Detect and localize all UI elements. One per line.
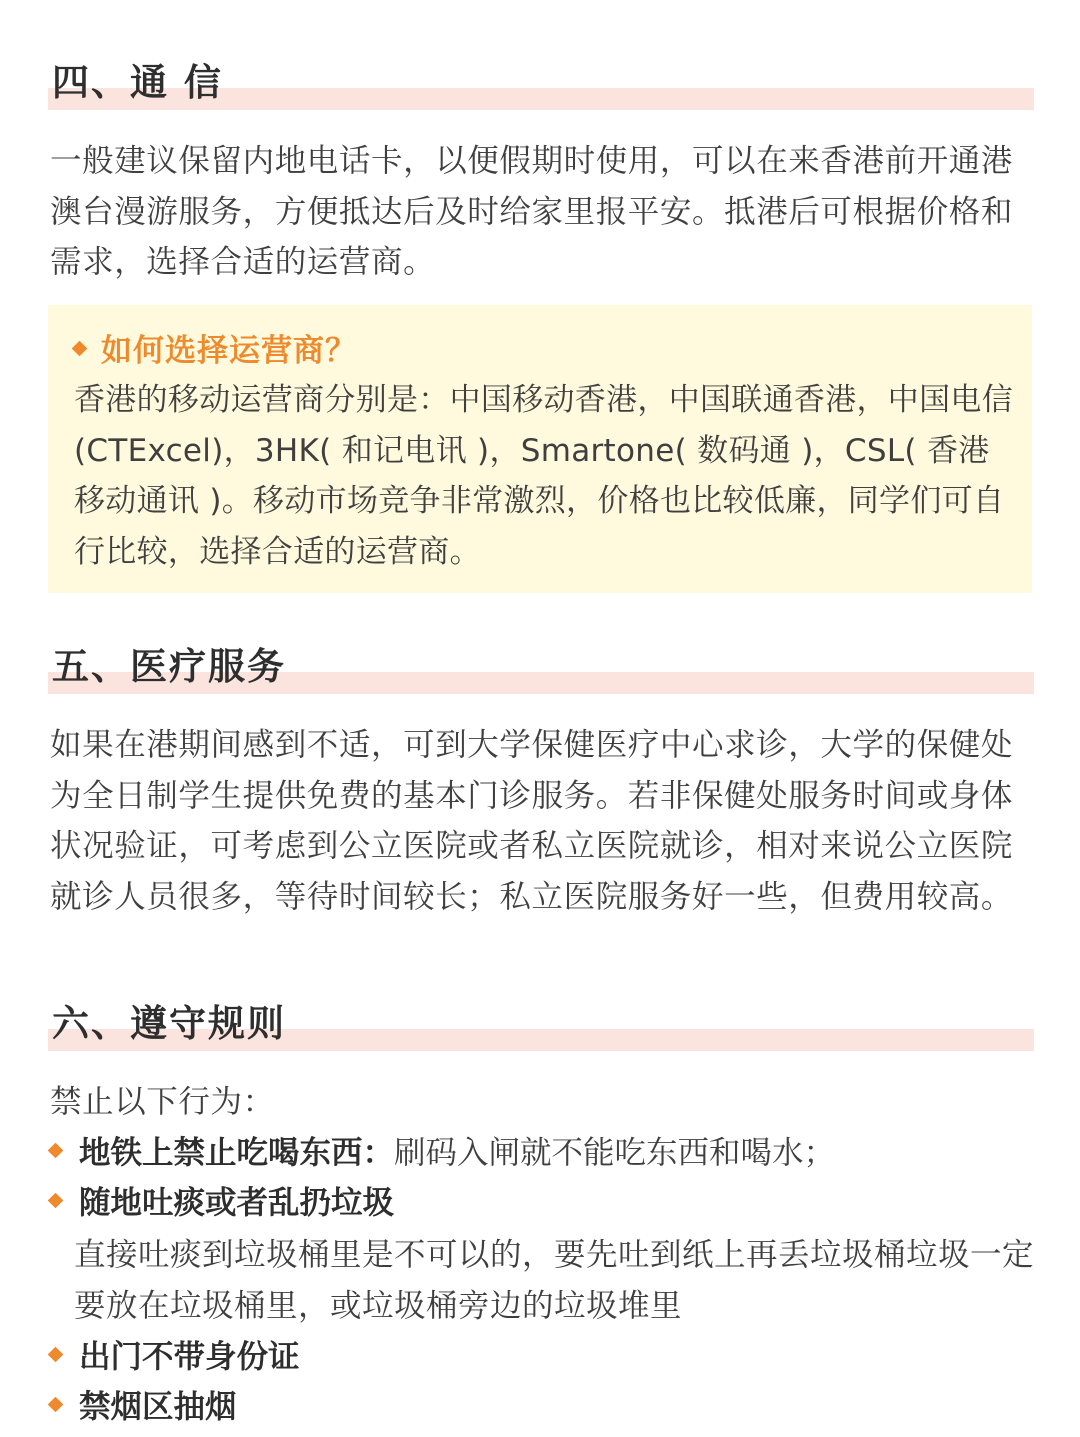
rule-explanation: 直接吐痰到垃圾桶里是不可以的，要先吐到纸上再丢垃圾桶垃圾一定要放在垃圾桶里，或垃圾桶旁边的垃圾堆里 bbox=[74, 1237, 1035, 1324]
rule-title: 禁烟区抽烟 bbox=[79, 1389, 237, 1425]
section-title: 五、医疗服务 bbox=[52, 645, 286, 688]
tip-title-text: 如何选择运营商？ bbox=[101, 333, 357, 369]
communication-paragraph: 一般建议保留内地电话卡，以便假期时使用，可以在来香港前开通港澳台漫游服务，方便抵达后及时给家里报平安。抵港后可根据价格和需求，选择合适的运营商。 bbox=[50, 143, 1014, 280]
diamond-bullet-icon bbox=[48, 1396, 64, 1412]
diamond-bullet-icon bbox=[48, 1346, 64, 1362]
rule-item bbox=[50, 1332, 300, 1382]
section-heading-communication bbox=[48, 52, 1034, 112]
section-title: 六、遵守规则 bbox=[52, 1002, 286, 1045]
rule-title: 随地吐痰或者乱扔垃圾 bbox=[79, 1185, 395, 1221]
medical-paragraph: 如果在港期间感到不适，可到大学保健医疗中心求诊，大学的保健处为全日制学生提供免费的基本门诊服务。若非保健处服务时间或身体状况验证，可考虑到公立医院或者私立医院就诊，相对来说公立医院就诊人员很多，等待时间较长；私立医院服务好一些，但费用较高。 bbox=[50, 727, 1014, 915]
rule-title: 地铁上禁止吃喝东西： bbox=[79, 1135, 395, 1171]
operator-tip-box bbox=[48, 305, 1032, 593]
tip-body: 香港的移动运营商分别是：中国移动香港，中国联通香港，中国电信 (CTExcel)，3HK( 和记电讯 )，Smartone( 数码通 )，CSL( 香港移动通讯 )。移动市场竞争非常激烈，价格也比较低廉，同学们可自行比较，选择合适的运营商。 bbox=[74, 382, 1013, 570]
rule-item bbox=[50, 1128, 835, 1178]
section-title: 四、通 信 bbox=[52, 61, 223, 104]
rule-detail: 刷码入闸就不能吃东西和喝水； bbox=[394, 1135, 836, 1171]
rule-item bbox=[50, 1178, 394, 1228]
rule-title: 出门不带身份证 bbox=[79, 1339, 300, 1375]
section-heading-rules bbox=[48, 993, 1034, 1053]
tip-title bbox=[74, 325, 357, 370]
diamond-bullet-icon bbox=[48, 1192, 64, 1208]
diamond-bullet-icon bbox=[48, 1142, 64, 1158]
diamond-bullet-icon bbox=[72, 341, 88, 357]
rules-intro: 禁止以下行为： bbox=[50, 1084, 275, 1120]
rule-item bbox=[50, 1382, 237, 1432]
section-heading-medical bbox=[48, 636, 1034, 696]
